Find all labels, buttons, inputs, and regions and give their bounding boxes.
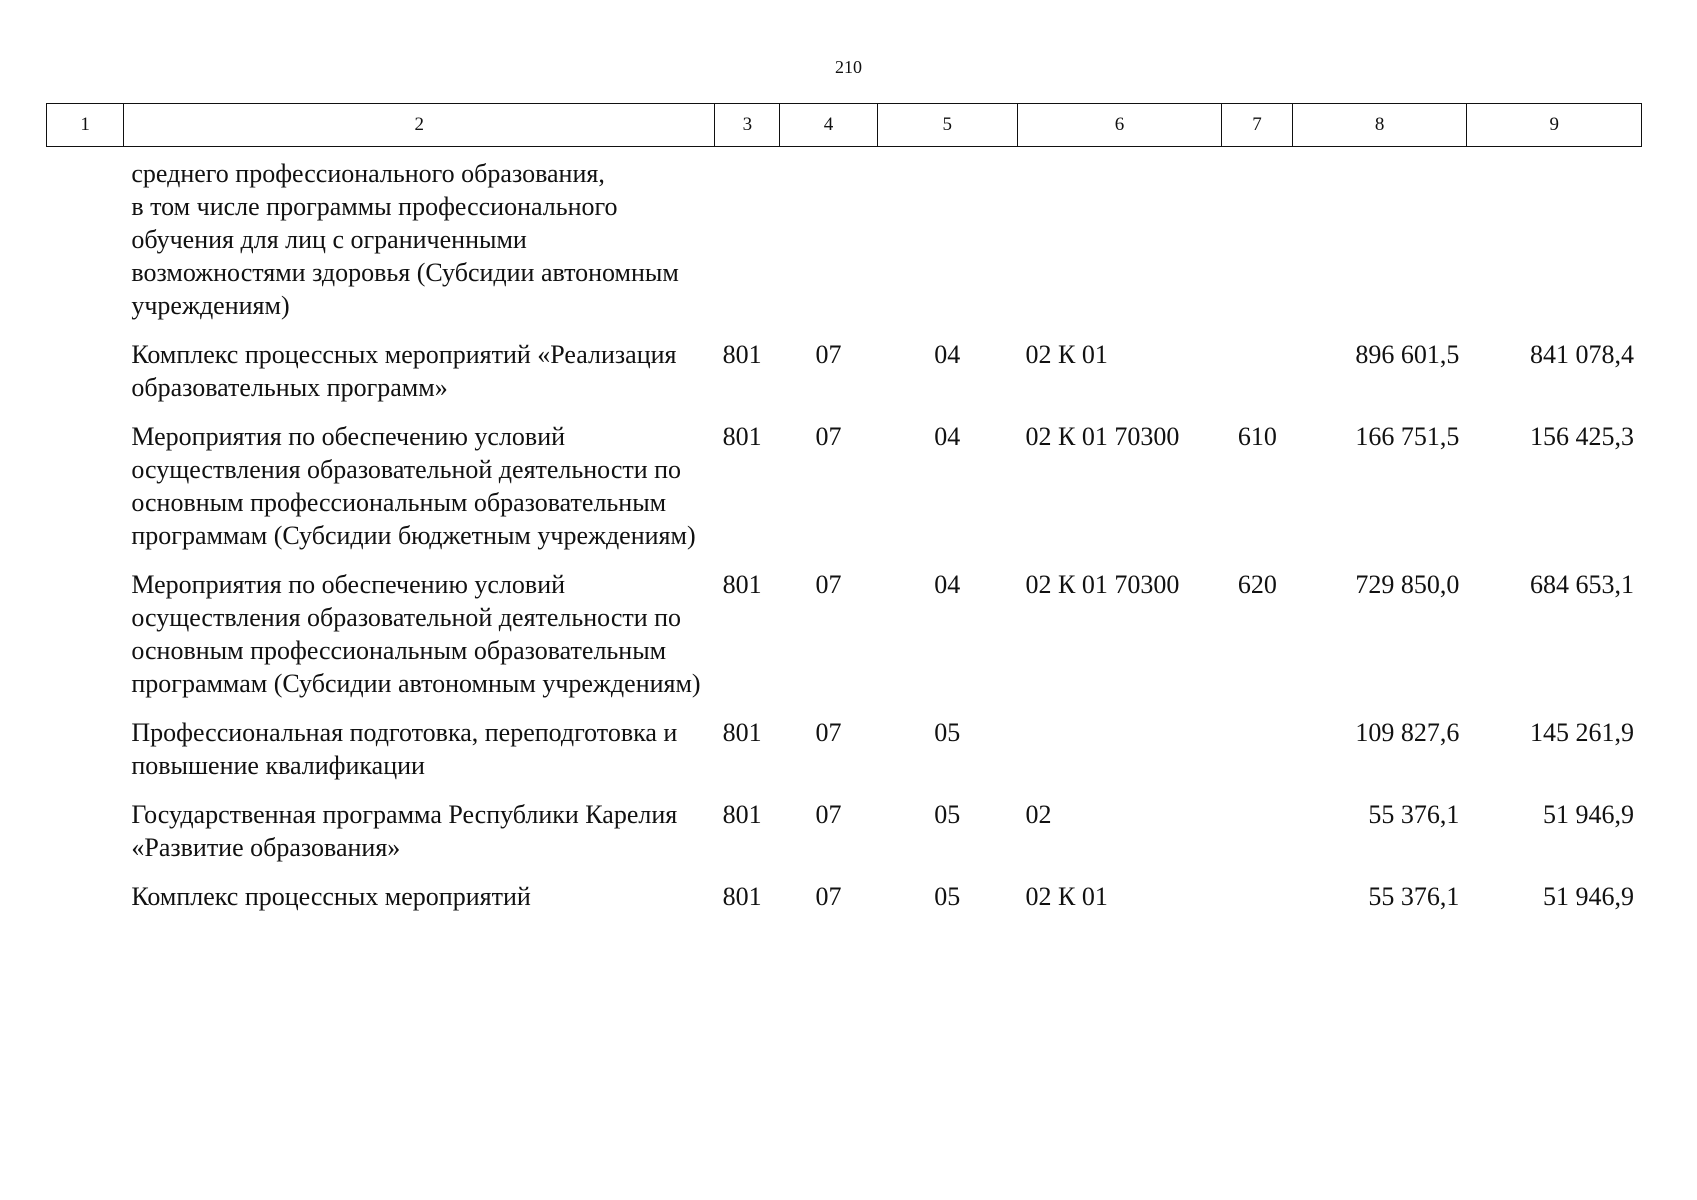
row-col-1: [46, 420, 123, 568]
row-col-1: [46, 880, 123, 929]
row-col-1: [46, 568, 123, 716]
expense-name: Мероприятия по обеспечению условий осуществления образовательной деятельности по основным профессиональным образовательным программам (Субсидии автономным учреждениям): [131, 570, 701, 698]
section-code: 07: [815, 340, 842, 369]
row-col-1: [46, 716, 123, 798]
header-col-6: 6: [1017, 104, 1221, 147]
amount-col-8: 896 601,5: [1355, 340, 1460, 369]
amount-col-8: [1293, 157, 1468, 338]
expense-name: Комплекс процессных мероприятий «Реализация образовательных программ»: [131, 340, 677, 402]
subsection-code: 05: [934, 882, 961, 911]
expense-type-code: [1222, 880, 1293, 929]
section-code: 07: [815, 800, 842, 829]
subsection-code: 05: [934, 800, 961, 829]
row-col-1: [46, 798, 123, 880]
table-row: [46, 157, 1642, 338]
amount-col-9: 51 946,9: [1543, 800, 1634, 829]
table-row: [46, 420, 1642, 568]
ministry-code: 801: [722, 882, 762, 911]
target-article-code: 02 К 01 70300: [1025, 570, 1180, 599]
table-row: [46, 716, 1642, 798]
ministry-code: 801: [722, 422, 762, 451]
expense-name: Мероприятия по обеспечению условий осуществления образовательной деятельности по основным профессиональным образовательным программам (Субсидии бюджетным учреждениям): [131, 422, 696, 550]
table-row: [46, 338, 1642, 420]
expense-type-code: [1222, 338, 1293, 420]
subsection-code: 04: [934, 340, 961, 369]
table-row: [46, 798, 1642, 880]
expense-type-code: 610: [1237, 422, 1277, 451]
header-col-3: 3: [715, 104, 780, 147]
amount-col-9: [1467, 157, 1642, 338]
ministry-code: 801: [722, 800, 762, 829]
ministry-code: [715, 157, 780, 338]
section-code: 07: [815, 570, 842, 599]
section-code: 07: [815, 718, 842, 747]
header-col-2: 2: [124, 104, 715, 147]
subsection-code: 05: [934, 718, 961, 747]
target-article-code: 02 К 01: [1025, 882, 1108, 911]
amount-col-9: 841 078,4: [1530, 340, 1634, 369]
target-article-code: [1017, 157, 1221, 338]
section-code: [780, 157, 877, 338]
column-number-header: [46, 103, 1642, 147]
header-col-8: 8: [1292, 104, 1467, 147]
amount-col-8: 729 850,0: [1355, 570, 1460, 599]
expense-type-code: [1222, 798, 1293, 880]
row-col-1: [46, 157, 123, 338]
section-code: 07: [815, 422, 842, 451]
section-code: 07: [815, 882, 842, 911]
expense-name: Профессиональная подготовка, переподготовка и повышение квалификации: [131, 718, 678, 780]
header-col-4: 4: [780, 104, 877, 147]
row-col-1: [46, 338, 123, 420]
ministry-code: 801: [722, 570, 762, 599]
table-row: [46, 880, 1642, 929]
budget-table: [46, 157, 1642, 929]
table-row: [46, 568, 1642, 716]
subsection-code: 04: [934, 570, 961, 599]
ministry-code: 801: [722, 718, 762, 747]
header-row: [47, 104, 1642, 147]
amount-col-9: 145 261,9: [1530, 718, 1634, 747]
header-col-9: 9: [1467, 104, 1642, 147]
header-col-1: 1: [47, 104, 124, 147]
amount-col-9: 51 946,9: [1543, 882, 1634, 911]
expense-name: Государственная программа Республики Карелия «Развитие образования»: [131, 800, 678, 862]
amount-col-8: 109 827,6: [1355, 718, 1460, 747]
expense-type-code: [1222, 716, 1293, 798]
target-article-code: 02 К 01: [1025, 340, 1108, 369]
expense-type-code: 620: [1237, 570, 1277, 599]
target-article-code: [1017, 716, 1221, 798]
amount-col-8: 55 376,1: [1368, 800, 1460, 829]
amount-col-9: 684 653,1: [1530, 570, 1634, 599]
target-article-code: 02: [1025, 800, 1052, 829]
header-col-5: 5: [877, 104, 1017, 147]
amount-col-8: 55 376,1: [1368, 882, 1460, 911]
expense-type-code: [1222, 157, 1293, 338]
expense-name: среднего профессионального образования, в том числе программы профессионального обучения для лиц с ограниченными возможностями здоровья (Субсидии автономным учреждениям): [131, 159, 679, 320]
page-number: 210: [835, 57, 862, 77]
subsection-code: 04: [934, 422, 961, 451]
target-article-code: 02 К 01 70300: [1025, 422, 1180, 451]
ministry-code: 801: [722, 340, 762, 369]
amount-col-9: 156 425,3: [1530, 422, 1634, 451]
header-col-7: 7: [1222, 104, 1293, 147]
amount-col-8: 166 751,5: [1355, 422, 1460, 451]
expense-name: Комплекс процессных мероприятий: [131, 882, 531, 911]
subsection-code: [877, 157, 1017, 338]
